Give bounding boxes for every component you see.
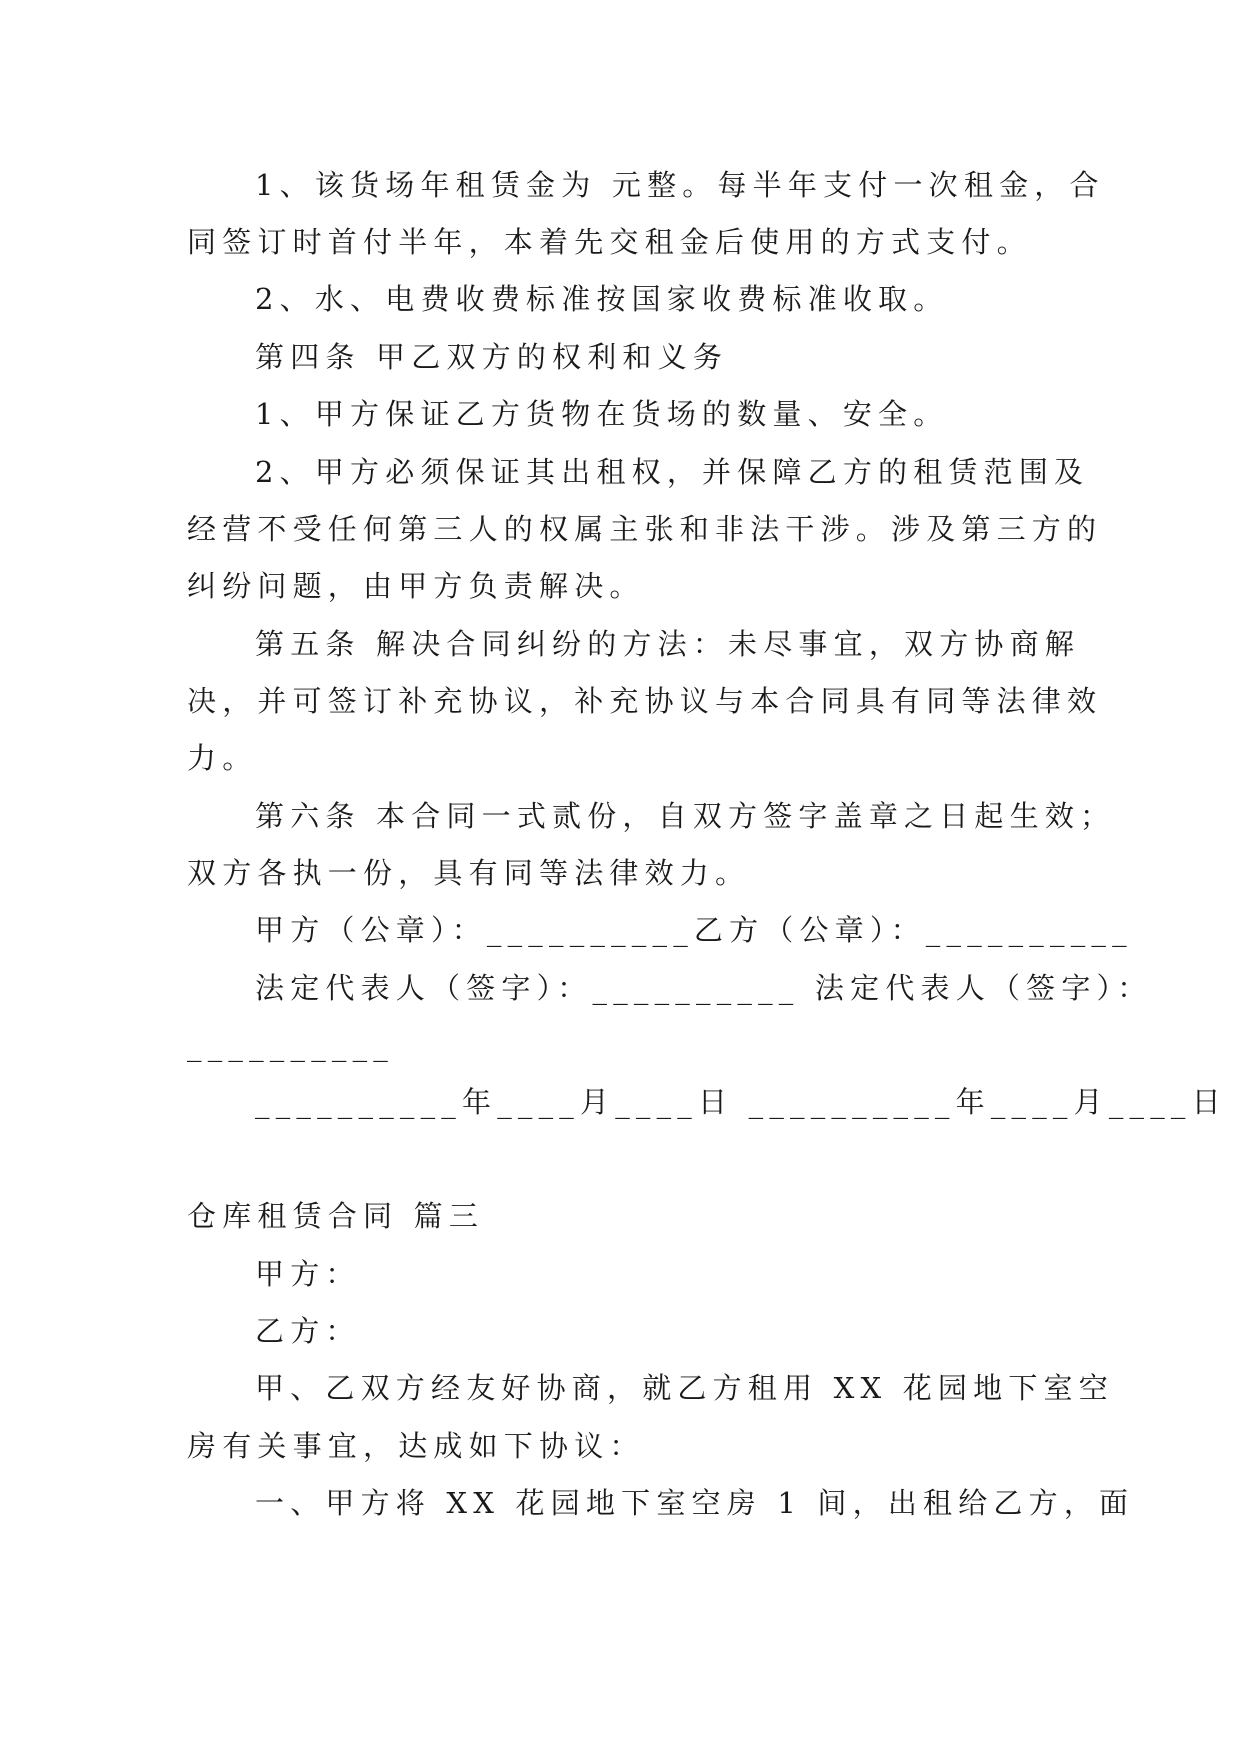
paragraph-line: 2、水、电费收费标准按国家收费标准收取。: [255, 282, 949, 316]
paragraph-line: 一、甲方将 XX 花园地下室空房 1 间，出租给乙方，面: [255, 1486, 1135, 1520]
paragraph-line: 房有关事宜，达成如下协议：: [187, 1429, 645, 1463]
signature-line-representative: 法定代表人（签字）：__________ 法定代表人（签字）：: [255, 971, 1153, 1005]
paragraph-line: 第六条 本合同一式贰份，自双方签字盖章之日起生效；: [255, 799, 1116, 833]
paragraph-line: 1、甲方保证乙方货物在货场的数量、安全。: [255, 397, 949, 431]
party-a-line: 甲方：: [255, 1257, 361, 1291]
section-title: 仓库租赁合同 篇三: [187, 1199, 485, 1233]
paragraph-line: 1、该货场年租赁金为 元整。每半年支付一次租金，合: [255, 168, 1105, 202]
paragraph-line: 决，并可签订补充协议，补充协议与本合同具有同等法律效: [187, 684, 1103, 718]
paragraph-line: 2、甲方必须保证其出租权，并保障乙方的租赁范围及: [255, 455, 1090, 489]
signature-blank: __________: [187, 1028, 394, 1062]
paragraph-line: 纠纷问题，由甲方负责解决。: [187, 569, 645, 603]
paragraph-line: 双方各执一份，具有同等法律效力。: [187, 856, 751, 890]
paragraph-line: 力。: [187, 741, 258, 775]
paragraph-line: 甲、乙双方经友好协商，就乙方租用 XX 花园地下室空: [255, 1371, 1114, 1405]
date-line: __________年____月____日 __________年____月____日: [255, 1085, 1227, 1119]
paragraph-line: 第五条 解决合同纠纷的方法：未尽事宜，双方协商解: [255, 627, 1081, 661]
section-heading: 第四条 甲乙双方的权利和义务: [255, 340, 729, 374]
signature-line-seal: 甲方（公章）：__________乙方（公章）：__________: [255, 913, 1133, 947]
party-b-line: 乙方：: [255, 1314, 361, 1348]
paragraph-line: 同签订时首付半年，本着先交租金后使用的方式支付。: [187, 225, 1032, 259]
paragraph-line: 经营不受任何第三人的权属主张和非法干涉。涉及第三方的: [187, 512, 1103, 546]
